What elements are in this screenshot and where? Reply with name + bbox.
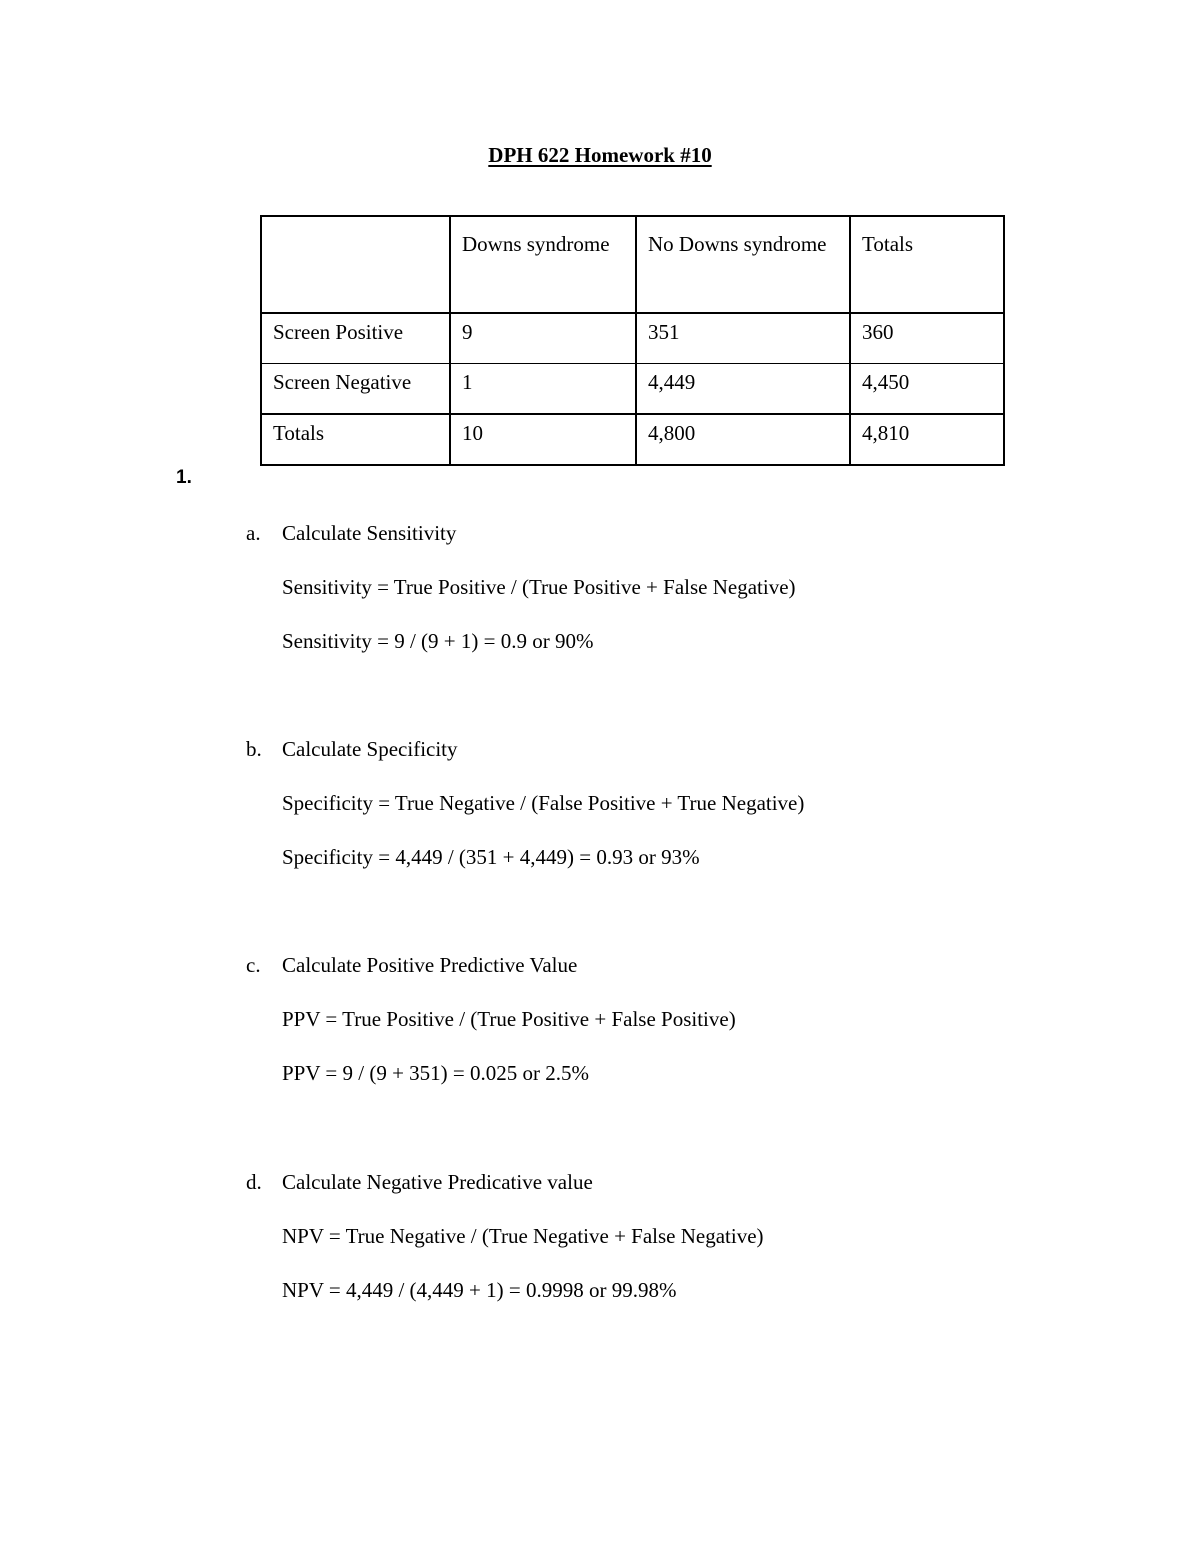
part-heading: Calculate Positive Predictive Value	[282, 953, 578, 977]
part-d	[246, 1155, 764, 1317]
table-header-row	[261, 216, 1004, 313]
part-formula: Sensitivity = True Positive / (True Positive + False Negative)	[282, 575, 796, 599]
table-row	[261, 313, 1004, 364]
table-cell: 4,450	[850, 364, 1004, 415]
table-cell: 4,449	[636, 364, 850, 415]
row-label: Screen Positive	[261, 313, 450, 364]
part-result: Specificity = 4,449 / (351 + 4,449) = 0.93 or 93%	[282, 845, 700, 869]
part-result: PPV = 9 / (9 + 351) = 0.025 or 2.5%	[282, 1061, 589, 1085]
table-cell: 4,810	[850, 414, 1004, 465]
row-label: Totals	[261, 414, 450, 465]
row-label: Screen Negative	[261, 364, 450, 415]
table-corner-cell	[261, 216, 450, 313]
header-downs-syndrome: Downs syndrome	[450, 216, 636, 313]
part-letter: b.	[246, 737, 262, 761]
part-heading: Calculate Negative Predicative value	[282, 1170, 593, 1194]
part-letter: d.	[246, 1170, 262, 1194]
contingency-table	[260, 215, 1005, 466]
page-title: DPH 622 Homework #10	[488, 143, 712, 167]
part-heading: Calculate Sensitivity	[282, 521, 457, 545]
part-letter: c.	[246, 953, 261, 977]
table-cell: 4,800	[636, 414, 850, 465]
part-result: Sensitivity = 9 / (9 + 1) = 0.9 or 90%	[282, 629, 594, 653]
part-result: NPV = 4,449 / (4,449 + 1) = 0.9998 or 99.98%	[282, 1278, 677, 1302]
table-row	[261, 414, 1004, 465]
table-cell: 1	[450, 364, 636, 415]
part-b	[246, 722, 804, 884]
table-cell: 360	[850, 313, 1004, 364]
table-cell: 9	[450, 313, 636, 364]
part-letter: a.	[246, 521, 261, 545]
part-formula: NPV = True Negative / (True Negative + False Negative)	[282, 1224, 764, 1248]
part-heading: Calculate Specificity	[282, 737, 458, 761]
table-cell: 351	[636, 313, 850, 364]
table-row	[261, 364, 1004, 415]
part-c	[246, 938, 736, 1100]
question-number: 1.	[176, 467, 192, 488]
part-formula: Specificity = True Negative / (False Positive + True Negative)	[282, 791, 805, 815]
part-a	[246, 506, 796, 668]
table-cell: 10	[450, 414, 636, 465]
header-totals: Totals	[850, 216, 1004, 313]
header-no-downs-syndrome: No Downs syndrome	[636, 216, 850, 313]
part-formula: PPV = True Positive / (True Positive + False Positive)	[282, 1007, 736, 1031]
